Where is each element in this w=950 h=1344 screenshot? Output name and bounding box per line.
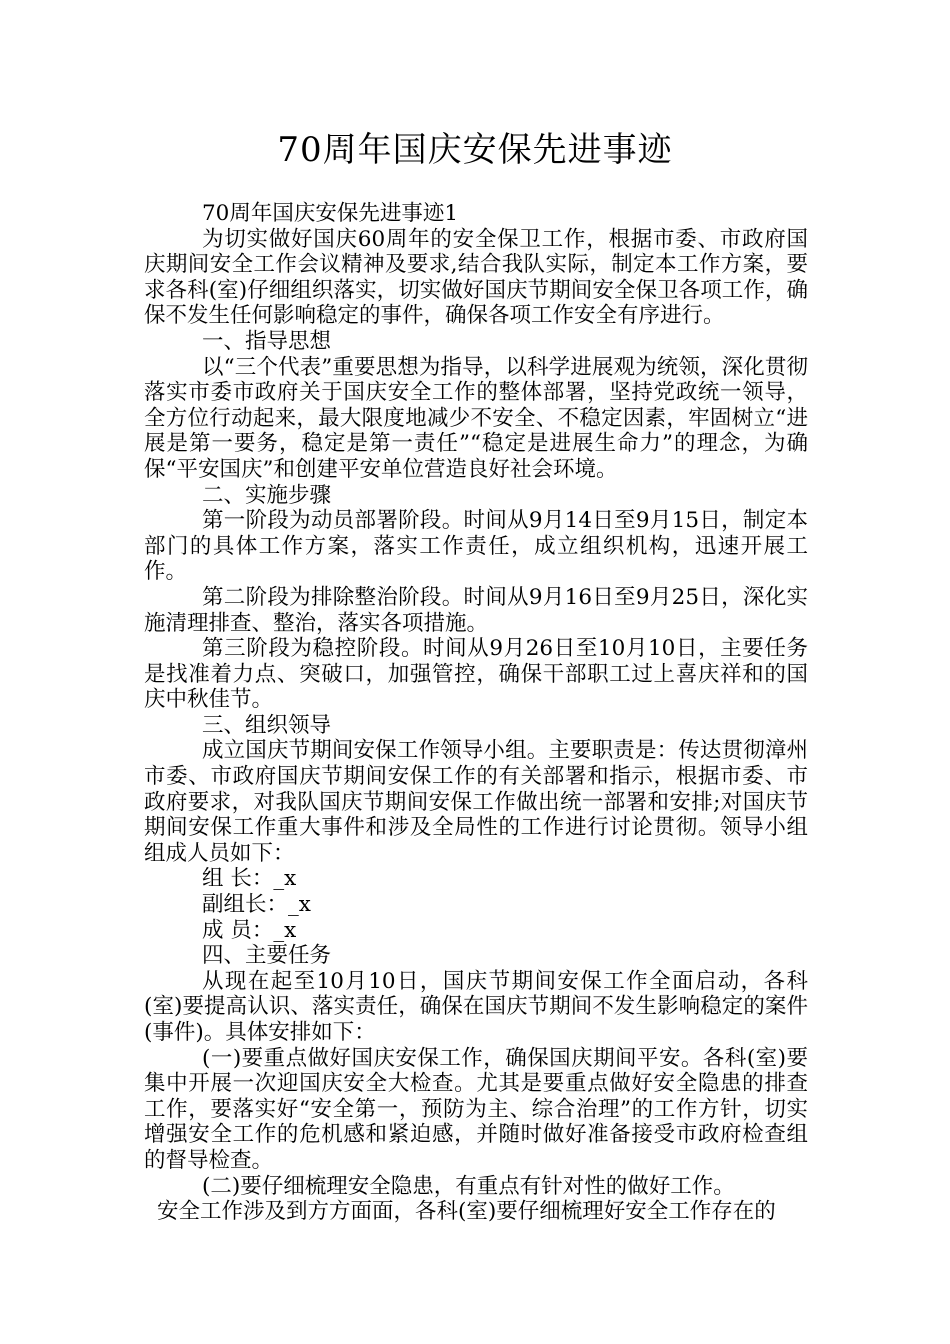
heading-implementation-steps: 二、实施步骤: [202, 482, 332, 508]
stage-one-paragraph: 第一阶段为动员部署阶段。时间从9月14日至9月15日，制定本部门的具体工作方案，落实工作责任，成立组织机构，迅速开展工作。: [144, 508, 808, 585]
stage-two-paragraph: 第二阶段为排除整治阶段。时间从9月16日至9月25日，深化实施清理排查、整治，落实各项措施。: [144, 584, 808, 636]
intro-paragraph: 为切实做好国庆60周年的安全保卫工作，根据市委、市政府国庆期间安全工作会议精神及要求,结合我队实际，制定本工作方案，要求各科(室)仔细组织落实，切实做好国庆节期间安全保卫各项工作，确保不发生任何影响稳定的事件，确保各项工作安全有序进行。: [144, 226, 808, 329]
task-two-heading: (二)要仔细梳理安全隐患，有重点有针对性的做好工作。: [202, 1173, 735, 1199]
group-leader-line: 组 长：_x: [202, 866, 297, 892]
document-title: 70周年国庆安保先进事迹: [277, 130, 673, 170]
task-one-paragraph: (一)要重点做好国庆安保工作，确保国庆期间平安。各科(室)要集中开展一次迎国庆安全大检查。尤其是要重点做好安全隐患的排查工作，要落实好“安全第一，预防为主、综合治理”的工作方针，切实增强安全工作的危机感和紧迫感，并随时做好准备接受市政府检查组的督导检查。: [144, 1045, 808, 1173]
document-body: [144, 201, 808, 1225]
guiding-ideology-paragraph: 以“三个代表”重要思想为指导，以科学进展观为统领，深化贯彻落实市委市政府关于国庆安全工作的整体部署，坚持党政统一领导，全方位行动起来，最大限度地减少不安全、不稳定因素，牢固树立“进展是第一要务，稳定是第一责任”“稳定是进展生命力”的理念，为确保“平安国庆”和创建平安单位营造良好社会环境。: [144, 354, 808, 482]
heading-main-tasks: 四、主要任务: [202, 943, 332, 969]
stage-three-paragraph: 第三阶段为稳控阶段。时间从9月26日至10月10日，主要任务是找准着力点、突破口，加强管控，确保干部职工过上喜庆祥和的国庆中秋佳节。: [144, 636, 808, 713]
organization-paragraph: 成立国庆节期间安保工作领导小组。主要职责是：传达贯彻漳州市委、市政府国庆节期间安保工作的有关部署和指示，根据市委、市政府要求，对我队国庆节期间安保工作做出统一部署和安排;对国庆节期间安保工作重大事件和涉及全局性的工作进行讨论贯彻。领导小组组成人员如下：: [144, 738, 808, 866]
heading-organization: 三、组织领导: [202, 712, 332, 738]
main-tasks-paragraph: 从现在起至10月10日，国庆节期间安保工作全面启动，各科(室)要提高认识、落实责任，确保在国庆节期间不发生影响稳定的案件(事件)。具体安排如下：: [144, 968, 808, 1045]
deputy-leader-line: 副组长：_x: [202, 892, 311, 918]
section-subtitle: 70周年国庆安保先进事迹1: [202, 201, 459, 226]
heading-guiding-ideology: 一、指导思想: [202, 328, 332, 354]
members-line: 成 员：_x: [202, 917, 297, 943]
task-two-paragraph: 安全工作涉及到方方面面，各科(室)要仔细梳理好安全工作存在的: [157, 1199, 776, 1225]
